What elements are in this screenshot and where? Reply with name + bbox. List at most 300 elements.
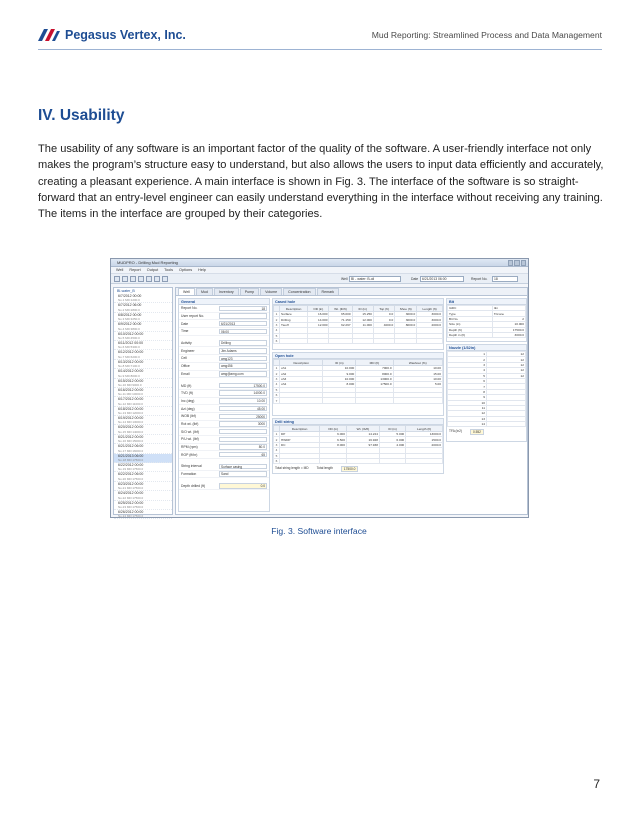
open-hole-cell: 10.000 (323, 366, 356, 371)
field-label: Azi (deg) (181, 406, 195, 411)
tree-item-date: 6/13/2012 00:00 (118, 359, 144, 364)
cased-hole-row (274, 338, 443, 343)
tree-item (114, 341, 172, 350)
drill-string-column-header: ID (in) (379, 426, 405, 432)
nozzle-cell: 12 (487, 368, 526, 373)
field-label: Activity (181, 341, 192, 346)
section-title: IV. Usability (38, 107, 125, 124)
open-hole-section (272, 352, 444, 416)
open-hole-cell: oh4 (280, 382, 323, 387)
menu-item: Report (129, 268, 141, 272)
drill-string-column-header: OD (in) (320, 426, 347, 432)
tree-item-date: 6/18/2012 00:00 (118, 406, 144, 411)
drill-string-cell: DC (280, 442, 320, 447)
well-label: Well (341, 277, 348, 281)
field-value: amg123 (219, 356, 267, 362)
tree-item (114, 425, 172, 434)
nozzle-cell: 13 (448, 416, 487, 421)
brand-name: Pegasus Vertex, Inc. (65, 28, 186, 42)
field-value: Surface casing (219, 464, 267, 470)
field-value: Jim Adams (219, 348, 267, 354)
open-hole-cell (323, 398, 356, 403)
field-value: 25000 (219, 414, 267, 420)
open-hole-cell: 3 (274, 376, 280, 381)
bit-cell: 10.000 (492, 322, 525, 327)
field-value: amg456 (219, 363, 267, 369)
cased-hole-cell: 6 (274, 338, 280, 343)
field-value: 3000 (219, 421, 267, 427)
tree-item-detail: No.23 MD:17500.0 (118, 505, 144, 509)
tree-item (114, 303, 172, 312)
open-hole-row (274, 398, 443, 403)
tree-item-date: 6/20/2012 00:00 (118, 425, 144, 430)
tree-item (114, 435, 172, 444)
menu-item: Tools (164, 268, 174, 272)
nozzle-cell: 12 (487, 373, 526, 378)
tree-item-detail: No.5 MD:4500.0 (118, 335, 140, 340)
open-hole-column-header: ID (in) (323, 360, 356, 366)
bit-cell: Depth in (ft) (448, 332, 493, 337)
tree-item (114, 388, 172, 397)
field-value (219, 437, 267, 443)
tree-item-detail: No.4 MD:3800.0 (118, 326, 140, 331)
general-field (179, 405, 269, 413)
tree-item-date: 6/14/2012 00:00 (118, 369, 144, 374)
general-field (179, 328, 269, 336)
tree-item (114, 322, 172, 331)
cased-hole-cell (329, 338, 352, 343)
total-length-label: Total length (316, 466, 333, 471)
tree-item-detail: No.2 MD:2800.0 (118, 307, 140, 312)
menu-item: Well (116, 268, 124, 272)
open-hole-cell: 8000.0 (356, 371, 393, 376)
open-hole-cell (393, 398, 442, 403)
bit-cell: IADC (448, 306, 493, 311)
drill-string-cell (320, 458, 347, 463)
drill-string-cell: 2 (274, 437, 280, 442)
settings-icon (154, 276, 160, 282)
field-value: 45.00 (219, 406, 267, 412)
cased-hole-cell: 2 (274, 317, 280, 322)
tree-item-date: 6/16/2012 00:00 (118, 387, 144, 392)
cased-hole-cell: 3000.0 (395, 317, 417, 322)
general-field (179, 436, 269, 444)
field-label: Time (181, 329, 189, 334)
drill-string-cell: 8.000 (320, 442, 347, 447)
drill-string-cell (346, 458, 379, 463)
cased-hole-cell: 65.000 (329, 312, 352, 317)
drill-string-cell (406, 458, 443, 463)
cased-hole-cell (373, 338, 394, 343)
open-hole-cell: 1 (274, 366, 280, 371)
field-label: Date (181, 321, 189, 326)
open-hole-cell: 9.000 (323, 371, 356, 376)
tree-item-detail: No.8 MD:7100.0 (118, 364, 140, 369)
general-field (179, 382, 269, 390)
save-icon (130, 276, 136, 282)
drill-string-column-header: Description (280, 426, 320, 432)
menu-item: Help (198, 268, 206, 272)
drill-string-cell: 97.938 (346, 442, 379, 447)
bit-row (448, 332, 526, 337)
tree-item-detail: No.13 MD:12000.0 (118, 411, 144, 416)
cased-hole-cell: 5 (274, 333, 280, 338)
nozzle-section (446, 344, 527, 442)
general-field (179, 371, 269, 379)
open-hole-cell: 13000.0 (356, 376, 393, 381)
pegasus-logo-icon (38, 29, 60, 41)
open-hole-cell: 2 (274, 371, 280, 376)
open-hole-cell (356, 398, 393, 403)
tree-item-date: 6/22/2012 00:00 (118, 463, 144, 468)
nozzle-cell: 12 (448, 411, 487, 416)
field-value: Drilling (219, 340, 267, 346)
tab-remark: Remark (317, 288, 340, 295)
nozzle-cell: 2 (448, 357, 487, 362)
cased-hole-column-header: Top (ft) (373, 306, 394, 312)
menu-bar (111, 267, 528, 274)
tree-item-date: 6/9/2012 00:00 (118, 322, 142, 327)
tree-root: BI-water_B (117, 289, 135, 293)
cased-hole-cell: 3 (274, 322, 280, 327)
maximize-icon (514, 260, 519, 266)
tree-item (114, 360, 172, 369)
nozzle-row (448, 422, 526, 427)
nozzle-cell: 4 (448, 368, 487, 373)
tree-item (114, 397, 172, 406)
tree-item (114, 313, 172, 322)
bit-section (446, 298, 527, 342)
field-value: 10.00 (219, 398, 267, 404)
open-hole-cell: 17500.0 (356, 382, 393, 387)
general-field (179, 340, 269, 348)
drill-string-table (273, 425, 443, 464)
help-icon (162, 276, 168, 282)
drill-string-cell: DP (280, 432, 320, 437)
drill-string-cell: 1500.0 (406, 437, 443, 442)
tab-volume: Volume (260, 288, 282, 295)
cased-hole-title: Cased hole (273, 299, 443, 305)
tree-item (114, 501, 172, 510)
field-label: Email (181, 371, 190, 376)
menu-item: Output (146, 268, 159, 272)
general-field (179, 482, 269, 490)
tree-item-detail: No.3 MD:3250.0 (118, 317, 140, 322)
open-hole-cell: 10.000 (323, 376, 356, 381)
general-field (179, 347, 269, 355)
general-field (179, 305, 269, 313)
cased-hole-cell: 11.000 (352, 322, 373, 327)
open-hole-column-header: MD (ft) (356, 360, 393, 366)
close-icon (521, 260, 526, 266)
cased-hole-cell: 0.0 (373, 317, 394, 322)
bit-cell: Bit No. (448, 316, 493, 321)
field-value: 80.0 (219, 444, 267, 450)
cased-hole-cell: Drilling (280, 317, 308, 322)
tree-item-detail: No.22 MD:17500.0 (118, 495, 144, 500)
nozzle-cell: 6 (448, 378, 487, 383)
tfa-value: 0.552 (470, 429, 484, 435)
open-hole-cell: oh1 (280, 366, 323, 371)
nozzle-cell: 3 (448, 362, 487, 367)
tree-item-detail: No.9 MD:8000.0 (118, 373, 140, 378)
cased-hole-cell (280, 338, 308, 343)
well-field: BI - water: B-oil (349, 276, 401, 282)
open-hole-cell: 6 (274, 392, 280, 397)
field-value: 06:00 (219, 329, 267, 335)
tree-item-detail: No.10 MD:9000.0 (118, 382, 142, 387)
print-icon (138, 276, 144, 282)
tree-item-date: 6/22/2012 06:00 (118, 472, 144, 477)
tfa-summary (447, 427, 526, 437)
tree-item-date: 6/17/2012 00:00 (118, 397, 144, 402)
open-hole-title: Open hole (273, 353, 443, 359)
drill-string-cell (379, 458, 405, 463)
open-hole-cell: 8.000 (323, 382, 356, 387)
drill-string-cell: 4 (274, 448, 280, 453)
cased-hole-cell: 3000.0 (395, 312, 417, 317)
tree-item-detail: No.11 MD:10000.0 (118, 392, 143, 397)
cased-hole-column-header: Shoe (ft) (395, 306, 417, 312)
cased-hole-cell: 15.250 (352, 312, 373, 317)
cased-hole-cell: 3000.0 (417, 312, 443, 317)
cased-hole-cell: 16.000 (308, 312, 329, 317)
cased-hole-cell: 2000.0 (417, 322, 443, 327)
field-label: Cell (181, 356, 187, 361)
open-hole-column-header: Description (280, 360, 323, 366)
tree-item-date: 6/25/2012 00:00 (118, 500, 144, 505)
tree-item (114, 379, 172, 388)
tree-item-detail: No.20 MD:17500.0 (118, 476, 144, 481)
field-label: Office (181, 364, 190, 369)
cased-hole-cell (395, 338, 417, 343)
tree-item-detail: No.6 MD:5300.0 (118, 345, 140, 350)
drill-string-summary (273, 464, 443, 474)
tree-item (114, 463, 172, 472)
cased-hole-cell: 12.000 (352, 317, 373, 322)
field-label: ROP (ft/hr) (181, 452, 198, 457)
body-paragraph: The usability of any software is an important factor of the quality of the software. A user-friendly interface not only makes the program’s structure easy to understand, but also allows the users to input data efficiently and accurately, creating a pleasant experience. A main interface is shown in Fig. 3. The interface of the software is so straight-forward that an entry-level engineer can easily understand everything in the interface without receiving any training. The items in the interface are grouped by their categories. (38, 143, 604, 221)
general-field (179, 413, 269, 421)
open-hole-cell: 5.00 (393, 382, 442, 387)
tree-item-date: 6/15/2012 00:00 (118, 378, 144, 383)
window-controls (508, 260, 526, 266)
open-hole-table (273, 359, 443, 404)
general-field (179, 320, 269, 328)
field-label: Rot wt. (lbf) (181, 421, 199, 426)
tree-item (114, 350, 172, 359)
cased-hole-section (272, 298, 444, 350)
tree-item-date: 6/7/2012 06:00 (118, 303, 142, 308)
field-label: Report No. (181, 306, 198, 311)
bit-title: Bit (447, 299, 526, 305)
tree-item-date: 6/19/2012 00:00 (118, 416, 144, 421)
report-label: Report No. (471, 277, 488, 281)
cased-hole-cell (417, 338, 443, 343)
cased-hole-table (273, 305, 443, 344)
field-value: amg@amg.com (219, 371, 267, 377)
general-field (179, 313, 269, 321)
cased-hole-cell: 4000.0 (373, 322, 394, 327)
tree-item (114, 491, 172, 500)
drill-string-section (272, 418, 444, 474)
cased-hole-cell: 4 (274, 328, 280, 333)
drill-string-cell: 2000.0 (406, 442, 443, 447)
tree-item (114, 482, 172, 491)
bit-table (447, 305, 526, 338)
general-section (178, 298, 270, 512)
drill-string-cell: 6.000 (320, 432, 347, 437)
drill-string-row (274, 458, 443, 463)
drill-string-cell: 5 (274, 453, 280, 458)
field-label: TVD (ft) (181, 391, 193, 396)
nozzle-cell: 14 (448, 422, 487, 427)
header-divider (38, 49, 602, 50)
nozzle-cell: 5 (448, 373, 487, 378)
open-hole-cell: 4 (274, 382, 280, 387)
cased-hole-column-header: Description (280, 306, 308, 312)
tfa-label: TFA (in2) (449, 429, 462, 434)
cased-hole-cell: 3000.0 (417, 317, 443, 322)
field-value: 65 (219, 452, 267, 458)
document-tagline: Mud Reporting: Streamlined Process and Data Management (371, 30, 602, 40)
general-title: General (179, 299, 269, 305)
nozzle-cell: 12 (487, 352, 526, 357)
tree-item (114, 407, 172, 416)
general-field (179, 355, 269, 363)
open-hole-cell: 10.00 (393, 376, 442, 381)
field-label: Depth drilled (ft) (181, 483, 206, 488)
toolbar (111, 274, 528, 284)
cased-hole-cell: 71.150 (329, 317, 352, 322)
field-value (219, 313, 267, 319)
drill-string-cell: 13000.0 (406, 432, 443, 437)
tree-item (114, 444, 172, 453)
cased-hole-column-header: Wt. (lb/ft) (329, 306, 352, 312)
field-value: 18 (219, 306, 267, 312)
field-value: 0.0 (219, 483, 267, 489)
open-hole-cell: 10.00 (393, 366, 442, 371)
nozzle-cell: 8 (448, 389, 487, 394)
tree-item-date: 6/8/2012 00:00 (118, 312, 142, 317)
tree-item-detail: No.18 MD:17500.0 (118, 458, 144, 463)
general-field (179, 463, 269, 471)
field-label: MD (ft) (181, 383, 192, 388)
field-value: 14000.0 (219, 390, 267, 396)
field-label: User report No. (181, 314, 205, 319)
tree-item-date: 6/11/2012 00:00 (118, 340, 144, 345)
figure-caption: Fig. 3. Software interface (271, 526, 367, 536)
bit-cell: 4in (492, 306, 525, 311)
tree-item-date: 6/21/2012 00:00 (118, 434, 144, 439)
date-label: Date (411, 277, 419, 281)
field-label: String interval (181, 464, 202, 469)
tree-item-date: 6/24/2012 00:00 (118, 491, 144, 496)
drill-string-cell: 6.000 (379, 437, 405, 442)
drill-string-cell: 14.224 (346, 432, 379, 437)
report-tree (113, 287, 173, 519)
open-hole-cell: oh2 (280, 371, 323, 376)
drill-string-cell (280, 458, 320, 463)
open-hole-cell: oh3 (280, 376, 323, 381)
software-screenshot (110, 258, 529, 518)
total-length-value: 17500.0 (341, 466, 359, 472)
drill-string-title: Drill string (273, 419, 443, 425)
tree-item-detail: No.1 MD:1200.0 (118, 298, 140, 303)
date-field: 6/21/2013 06:00 (420, 276, 464, 282)
general-field (179, 421, 269, 429)
tree-item (114, 454, 172, 463)
cased-hole-cell: 8000.0 (395, 322, 417, 327)
general-field (179, 363, 269, 371)
open-hole-cell: 7 (274, 398, 280, 403)
nozzle-cell: 12 (487, 357, 526, 362)
general-field (179, 471, 269, 479)
new-icon (114, 276, 120, 282)
tree-item-detail: No.14 MD:13000.0 (118, 420, 144, 425)
tree-item-date: 6/12/2012 00:00 (118, 350, 144, 355)
window-titlebar (111, 259, 528, 267)
cased-hole-cell: Tieoff (280, 322, 308, 327)
open-icon (122, 276, 128, 282)
company-logo (38, 26, 186, 44)
tab-concentration: Concentration (283, 288, 315, 295)
page-header (38, 26, 602, 44)
bit-cell: Tricone (492, 311, 525, 316)
tab-pump: Pump (240, 288, 259, 295)
open-hole-cell: 7000.0 (356, 366, 393, 371)
tree-item (114, 416, 172, 425)
tree-item-detail: No.15 MD:14000.0 (118, 429, 144, 434)
tree-item (114, 472, 172, 481)
nozzle-cell: 10 (448, 400, 487, 405)
chart-icon (146, 276, 152, 282)
tree-item (114, 332, 172, 341)
cased-hole-column-header: Length (ft) (417, 306, 443, 312)
drill-string-cell: 5.000 (379, 432, 405, 437)
tree-item-detail: No.7 MD:6200.0 (118, 354, 140, 359)
tab-mud: Mud (196, 288, 213, 295)
cased-hole-cell: 14.000 (308, 317, 329, 322)
drill-string-column-header: Length (ft) (406, 426, 443, 432)
tree-item-detail: No.24 MD:17500.0 (118, 514, 144, 519)
field-label: P/U wt. (lbf) (181, 437, 199, 442)
general-field (179, 428, 269, 436)
cased-hole-cell: Surface (280, 312, 308, 317)
cased-hole-cell: 0.0 (373, 312, 394, 317)
nozzle-table (447, 351, 526, 427)
tree-item-detail: No.12 MD:11000.0 (118, 401, 143, 406)
drill-string-cell: 6 (274, 458, 280, 463)
field-label: Formation (181, 472, 197, 477)
bit-cell: 3000.0 (492, 332, 525, 337)
tab-well: Well (178, 288, 195, 295)
nozzle-cell: 11 (448, 405, 487, 410)
minimize-icon (508, 260, 513, 266)
open-hole-cell (280, 398, 323, 403)
tab-strip (176, 288, 527, 296)
tree-item-detail: No.19 MD:17500.0 (118, 467, 144, 472)
drill-string-cell: 6.500 (320, 437, 347, 442)
cased-hole-cell: 62.297 (329, 322, 352, 327)
drill-string-column-header: Wt. (lb/ft) (346, 426, 379, 432)
general-field (179, 390, 269, 398)
open-hole-column-header: Washout (%) (393, 360, 442, 366)
drill-string-cell: HWDP (280, 437, 320, 442)
field-label: Inc (deg) (181, 398, 195, 403)
tab-inventory: Inventory (214, 288, 239, 295)
page-number: 7 (593, 777, 600, 791)
